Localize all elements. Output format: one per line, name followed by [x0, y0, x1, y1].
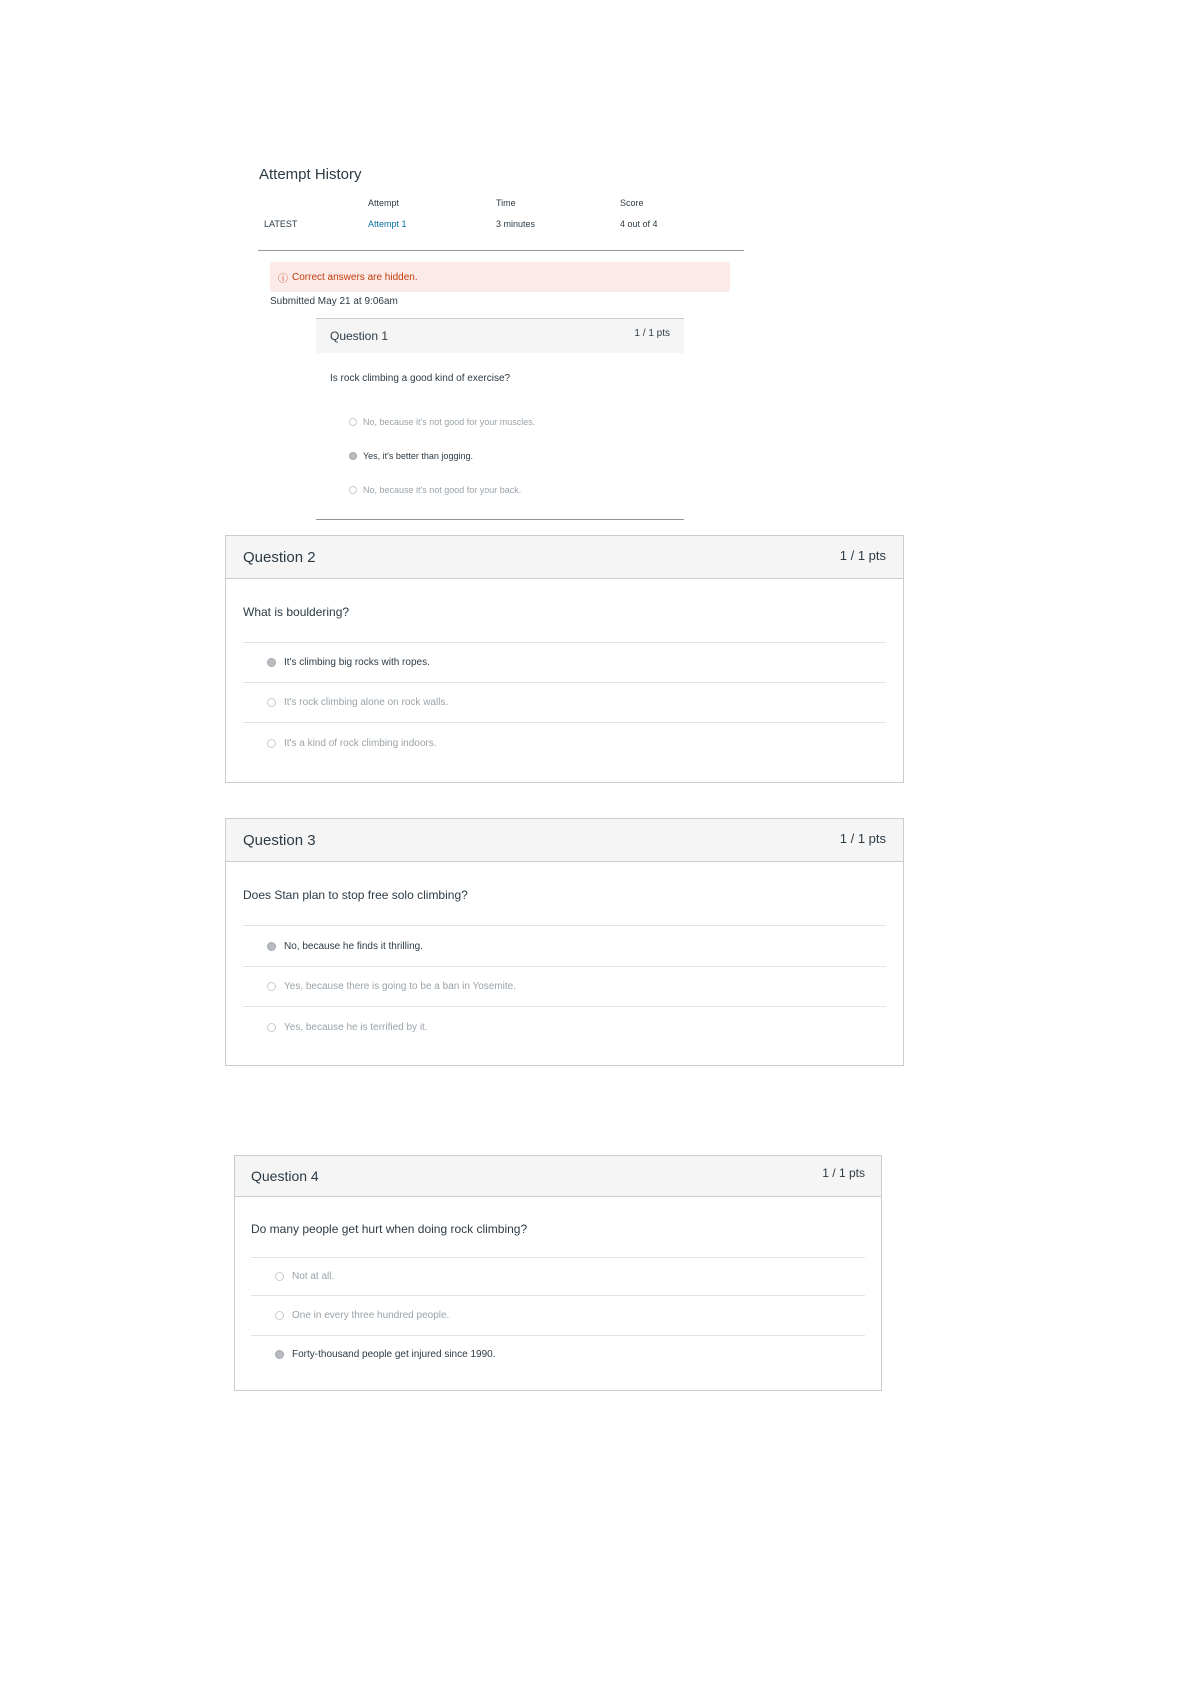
radio-unselected-icon[interactable]	[267, 739, 276, 748]
radio-selected-icon[interactable]	[275, 1350, 284, 1359]
submitted-timestamp: Submitted May 21 at 9:06am	[270, 296, 398, 307]
question-1-header	[316, 318, 684, 353]
radio-unselected-icon[interactable]	[267, 698, 276, 707]
question-1-bottom-divider	[316, 519, 684, 520]
answer-option[interactable]	[243, 722, 886, 764]
answer-label: It's rock climbing alone on rock walls.	[284, 697, 449, 708]
radio-selected-icon[interactable]	[267, 658, 276, 667]
radio-unselected-icon[interactable]	[275, 1272, 284, 1281]
answer-option-selected[interactable]	[243, 642, 886, 682]
answer-label: Yes, because he is terrified by it.	[284, 1021, 428, 1033]
question-points: 1 / 1 pts	[839, 548, 886, 563]
info-icon: ⓘ	[278, 273, 288, 285]
question-title: Question 3	[243, 832, 316, 849]
question-text: Does Stan plan to stop free solo climbing?	[243, 888, 468, 902]
answer-option[interactable]	[243, 1006, 886, 1047]
attempt-time: 3 minutes	[496, 219, 536, 229]
answer-option-selected[interactable]	[251, 1335, 865, 1373]
question-text: Do many people get hurt when doing rock climbing?	[251, 1222, 528, 1236]
radio-selected-icon[interactable]	[349, 452, 357, 460]
answer-option[interactable]	[243, 966, 886, 1006]
attempt-history-title: Attempt History	[259, 166, 362, 183]
answer-label: Yes, because there is going to be a ban in Yosemite.	[284, 981, 517, 992]
question-text: What is bouldering?	[243, 605, 350, 619]
question-points: 1 / 1 pts	[634, 328, 670, 339]
answer-label: One in every three hundred people.	[292, 1310, 450, 1321]
radio-unselected-icon[interactable]	[267, 1023, 276, 1032]
question-4-header	[235, 1156, 881, 1197]
answer-option[interactable]	[349, 417, 535, 427]
question-3	[225, 818, 904, 1066]
attempt-history-divider	[258, 250, 744, 251]
score-column-header: Score	[620, 198, 644, 208]
question-title: Question 2	[243, 549, 316, 566]
question-2	[225, 535, 904, 783]
answer-label: Forty-thousand people get injured since 1990.	[292, 1349, 496, 1360]
answer-label: Yes, it's better than jogging.	[363, 451, 473, 461]
question-title: Question 4	[251, 1168, 319, 1184]
answer-label: No, because he finds it thrilling.	[284, 940, 423, 952]
answer-label: It's climbing big rocks with ropes.	[284, 657, 430, 668]
question-title: Question 1	[330, 329, 389, 343]
answer-option-selected[interactable]	[243, 925, 886, 966]
answer-option-selected[interactable]	[349, 451, 473, 461]
correct-answers-hidden-alert	[270, 262, 730, 292]
latest-label: LATEST	[264, 219, 298, 229]
answer-label: No, because it's not good for your muscles.	[363, 417, 536, 427]
question-2-header	[226, 536, 903, 579]
time-column-header: Time	[496, 198, 516, 208]
attempt-column-header: Attempt	[368, 198, 400, 208]
answer-option[interactable]	[251, 1257, 865, 1295]
radio-unselected-icon[interactable]	[349, 486, 357, 494]
attempt-score: 4 out of 4	[620, 219, 658, 229]
alert-text: Correct answers are hidden.	[292, 271, 418, 283]
attempt-link[interactable]: Attempt 1	[368, 219, 407, 229]
question-4	[234, 1155, 882, 1391]
question-points: 1 / 1 pts	[822, 1166, 865, 1180]
question-1	[316, 318, 684, 353]
answer-option[interactable]	[251, 1295, 865, 1335]
radio-selected-icon[interactable]	[267, 942, 276, 951]
question-points: 1 / 1 pts	[839, 831, 886, 846]
answer-label: No, because it's not good for your back.	[363, 485, 522, 495]
answer-label: Not at all.	[292, 1271, 335, 1282]
radio-unselected-icon[interactable]	[275, 1311, 284, 1320]
radio-unselected-icon[interactable]	[267, 982, 276, 991]
question-1-text: Is rock climbing a good kind of exercise?	[330, 373, 511, 384]
question-3-header	[226, 819, 903, 862]
answer-label: It's a kind of rock climbing indoors.	[284, 738, 437, 749]
radio-unselected-icon[interactable]	[349, 418, 357, 426]
answer-option[interactable]	[243, 682, 886, 722]
answer-option[interactable]	[349, 485, 521, 495]
